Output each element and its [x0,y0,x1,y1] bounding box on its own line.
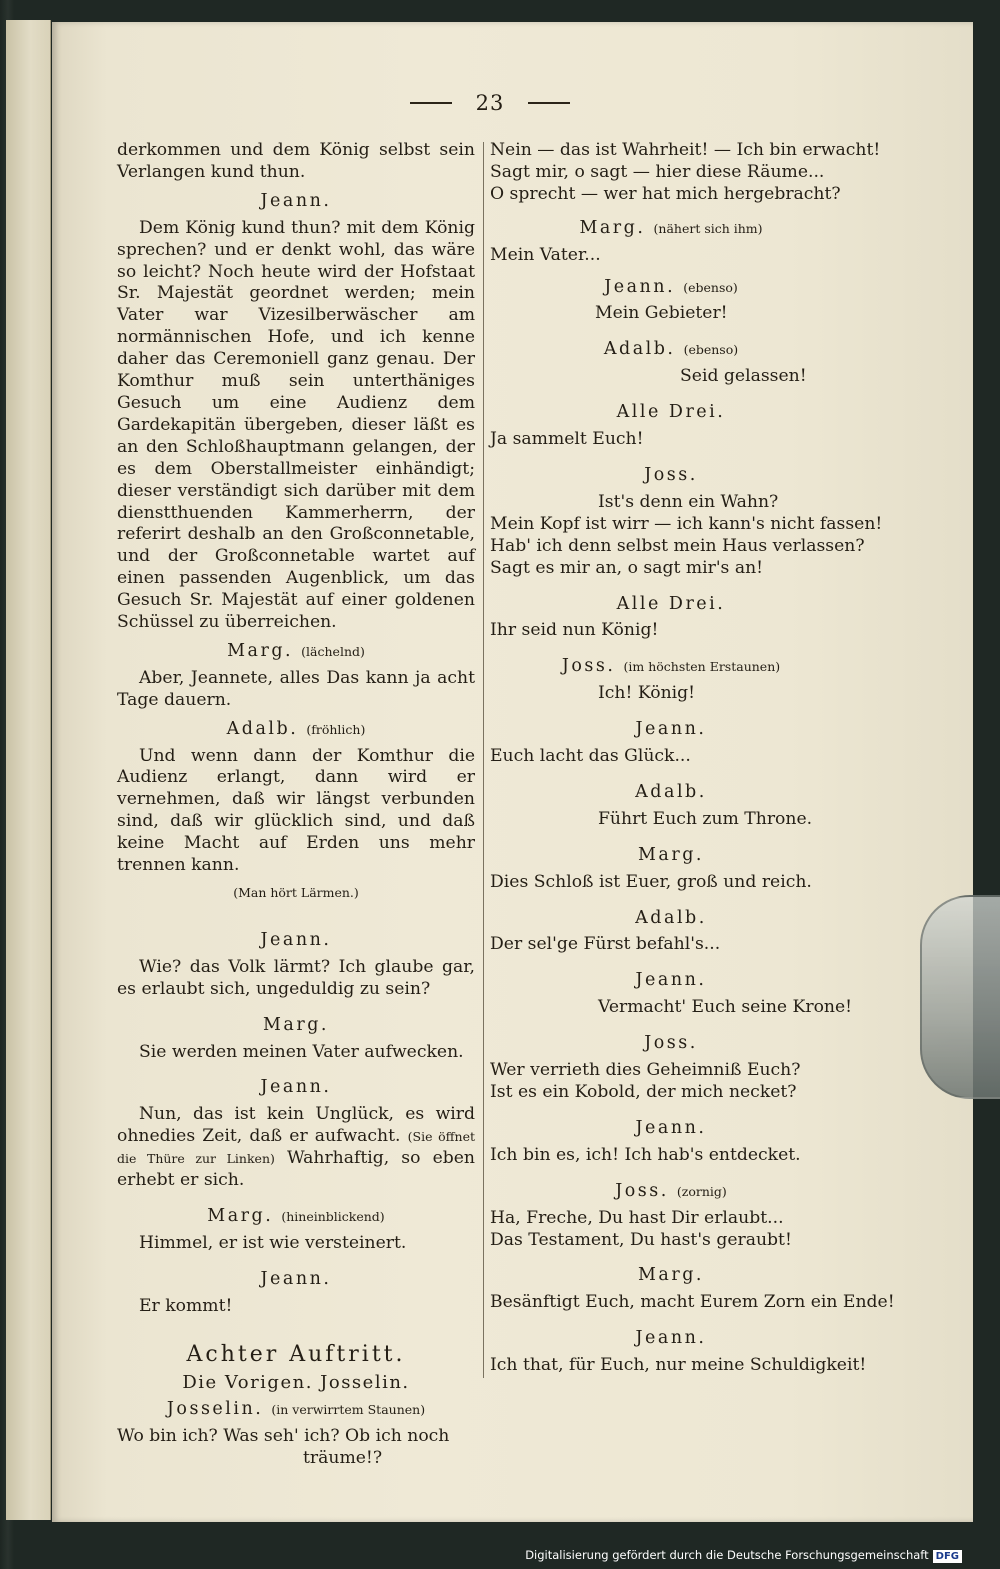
verse-line: Seid gelassen! [680,366,807,387]
verse-line: Sagt mir, o sagt — hier diese Räume... [490,161,825,182]
paragraph: Aber, Jeannete, alles Das kann ja acht Tage dauern. [117,667,475,710]
paragraph: Und wenn dann der Komthur die Audienz erlangt, dann wird er vernehmen, daß wir längst verbunden sind, daß wir glücklich sind, und daß keine Macht auf Erden uns mehr trennen kann. [117,745,475,876]
verse-line: Ich! König! [598,683,696,704]
page-clip [920,895,1000,1099]
verse-line: Ihr seid nun König! [490,620,659,641]
stage-direction: (nähert sich ihm) [653,220,763,236]
speaker-label [490,1181,852,1203]
verse-line: Ich bin es, ich! Ich hab's entdecket. [490,1144,801,1165]
speaker-label: Alle Drei. [616,402,726,423]
scene-title: Achter Auftritt. [186,1341,406,1367]
speaker-label: Marg. [638,844,704,865]
speaker-name: Marg. [207,1205,274,1226]
speaker-label: Jeann. [635,719,707,740]
verse-line: Ja sammelt Euch! [490,429,644,450]
speaker-label [117,1206,475,1228]
paragraph: Wie? das Volk lärmt? Ich glaube gar, es erlaubt sich, ungeduldig zu sein? [117,956,475,999]
speaker-label [490,339,852,361]
stage-direction: (hineinblickend) [281,1208,385,1224]
verse-line: Wo bin ich? Was seh' ich? Ob ich noch [117,1426,450,1447]
speaker-label: Marg. [263,1014,329,1035]
stage-direction: (in verwirrtem Staunen) [271,1402,426,1418]
header-rule-right [528,102,570,104]
paragraph [117,1104,475,1192]
speaker-label: Jeann. [635,970,707,991]
speaker-label: Joss. [644,1033,698,1054]
stage-direction: (im höchsten Erstaunen) [623,659,781,675]
verse-line: Euch lacht das Glück... [490,746,691,767]
verse-line: O sprecht — wer hat mich hergebracht? [490,183,841,204]
speaker-label: Jeann. [260,190,332,211]
speaker-label [490,656,852,678]
dfg-logo: DFG [933,1550,962,1563]
page-header [410,88,570,118]
verse-line: Hab' ich denn selbst mein Haus verlassen? [490,535,865,556]
verse-line: Wer verrieth dies Geheimniß Euch? [490,1060,801,1081]
speaker-label: Joss. [644,464,698,485]
speaker-label: Jeann. [260,1268,332,1289]
speaker-label: Adalb. [635,907,707,928]
verse-line: Besänftigt Euch, macht Eurem Zorn ein Ende! [490,1292,895,1313]
footer-credit [525,1548,962,1563]
speaker-name: Marg. [579,217,646,238]
verse-line: Ha, Freche, Du hast Dir erlaubt... [490,1207,784,1228]
speaker-name: Marg. [227,640,294,661]
paragraph-text: Wahrhaftig, so eben erhebt er sich. [117,1148,475,1191]
stage-direction: (ebenso) [683,279,738,295]
verse-line: Mein Gebieter! [595,303,728,324]
speaker-name: Joss. [561,656,616,677]
verse-line: Dies Schloß ist Euer, groß und reich. [490,871,812,892]
previous-page-edge [6,20,51,1520]
verse-line: Mein Vater... [490,244,601,265]
verse-line: Nein — das ist Wahrheit! — Ich bin erwacht! [490,140,881,160]
stage-direction: (Sie öffnet die Thüre zur Linken) [117,1129,475,1167]
speaker-label: Jeann. [260,1077,332,1098]
speaker-label [117,641,475,663]
stage-direction: (ebenso) [683,342,739,358]
footer-text: Digitalisierung gefördert durch die Deutsche Forschungsgemeinschaft [525,1548,929,1562]
speaker-label [117,1399,475,1421]
speaker-name: Josselin. [166,1399,264,1420]
stage-direction: (Man hört Lärmen.) [233,885,359,900]
speaker-label: Jeann. [260,929,332,950]
speaker-label: Alle Drei. [616,593,726,614]
verse-line: Der sel'ge Fürst befahl's... [490,934,721,955]
speaker-name: Adalb. [603,339,676,360]
speaker-label [490,218,852,240]
header-rule-left [410,102,452,104]
paragraph: Himmel, er ist wie versteinert. [139,1232,407,1253]
verse-line: Sagt es mir an, o sagt mir's an! [490,557,764,578]
verse-line: Mein Kopf ist wirr — ich kann's nicht fassen! [490,513,883,534]
left-column [117,140,475,1470]
speaker-label: Marg. [638,1265,704,1286]
speaker-name: Adalb. [226,718,299,739]
speaker-label: Jeann. [635,1328,707,1349]
right-column [490,140,895,1377]
verse-line: Führt Euch zum Throne. [598,808,813,829]
speaker-name: Jeann. [604,276,676,297]
speaker-name: Joss. [615,1180,669,1201]
verse-line: Ich that, für Euch, nur meine Schuldigkeit! [490,1355,867,1376]
paragraph: derkommen und dem König selbst sein Verlangen kund thun. [117,140,475,182]
paragraph-text: Nun, das ist kein Unglück, es wird ohnedies Zeit, daß er aufwacht. [117,1104,475,1147]
speaker-label [490,277,852,299]
verse-line: Ist es ein Kobold, der mich necket? [490,1082,797,1102]
speaker-label [117,719,475,741]
stage-direction: (fröhlich) [306,721,366,737]
verse-line: Vermacht' Euch seine Krone! [598,997,853,1018]
verse-line: träume!? [303,1448,383,1469]
stage-direction: (zornig) [676,1183,727,1199]
column-divider [483,142,484,1378]
stage-direction: (lächelnd) [301,643,365,659]
paragraph: Er kommt! [139,1295,233,1316]
scene-cast: Die Vorigen. Josselin. [182,1371,410,1393]
paragraph: Dem König kund thun? mit dem König sprechen? und er denkt wohl, das wäre so leicht? Noch heute wird der Hofstaat Sr. Majestät geordnet werden; mein Vater war Vizesilberwäscher am normännischen Hofe, und ich kenne daher das Ceremoniell ganz genau. Der Komthur muß sein unterthäniges Gesuch um eine Audienz dem Gardekapitän übergeben, dieser läßt es an den Schloßhauptmann gelangen, der es dem Oberstallmeister einhändigt; dieser verständigt sich darüber mit dem dienstthuenden Kammerherrn, der referirt deshalb an den Großconnetable, und der Großconnetable wartet auf einen passenden Augenblick, um das Gesuch Sr. Majestät auf einer goldenen Schüssel zu überreichen. [117,217,475,633]
verse-line: Ist's denn ein Wahn? [598,491,779,512]
page-number: 23 [475,91,505,115]
paragraph: Sie werden meinen Vater aufwecken. [139,1041,464,1062]
speaker-label: Jeann. [635,1117,707,1138]
verse-line: Das Testament, Du hast's geraubt! [490,1229,792,1250]
speaker-label: Adalb. [635,781,707,802]
